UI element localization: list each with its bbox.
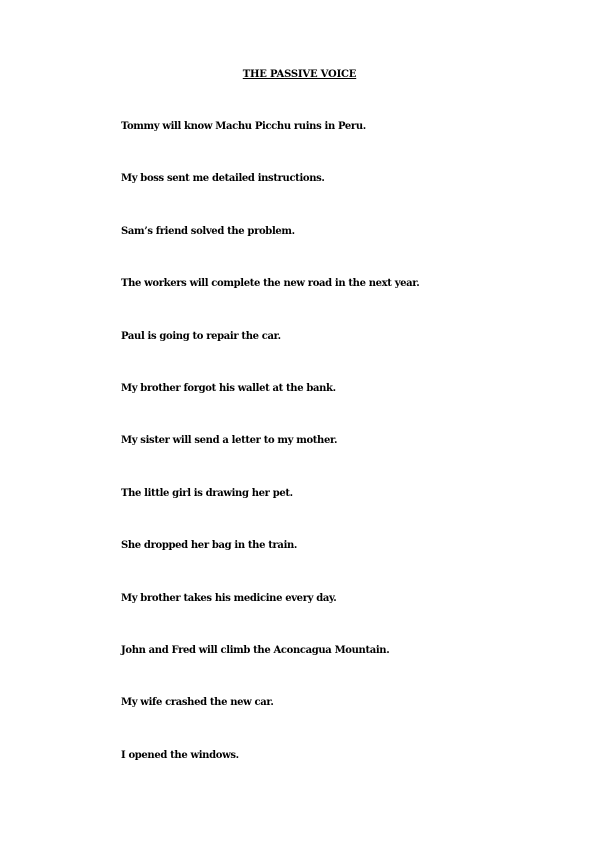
sentence-5: Paul is going to repair the car.: [121, 330, 281, 342]
sentence-12: My wife crashed the new car.: [121, 697, 274, 709]
sentence-3: Sam’s friend solved the problem.: [121, 225, 295, 237]
sentence-9: She dropped her bag in the train.: [121, 540, 298, 552]
page-title: THE PASSIVE VOICE: [242, 69, 357, 80]
sentence-list: [121, 120, 561, 801]
sentence-10: My brother takes his medicine every day.: [121, 592, 337, 604]
sentence-13: I opened the windows.: [121, 749, 239, 761]
sentence-7: My sister will send a letter to my mother.: [121, 435, 338, 447]
sentence-2: My boss sent me detailed instructions.: [121, 173, 325, 185]
sentence-6: My brother forgot his wallet at the bank.: [121, 382, 336, 394]
sentence-8: The little girl is drawing her pet.: [121, 487, 293, 499]
sentence-11: John and Fred will climb the Aconcagua Mountain.: [121, 644, 390, 656]
sentence-1: Tommy will know Machu Picchu ruins in Peru.: [121, 121, 366, 132]
sentence-4: The workers will complete the new road in the next year.: [121, 278, 420, 290]
